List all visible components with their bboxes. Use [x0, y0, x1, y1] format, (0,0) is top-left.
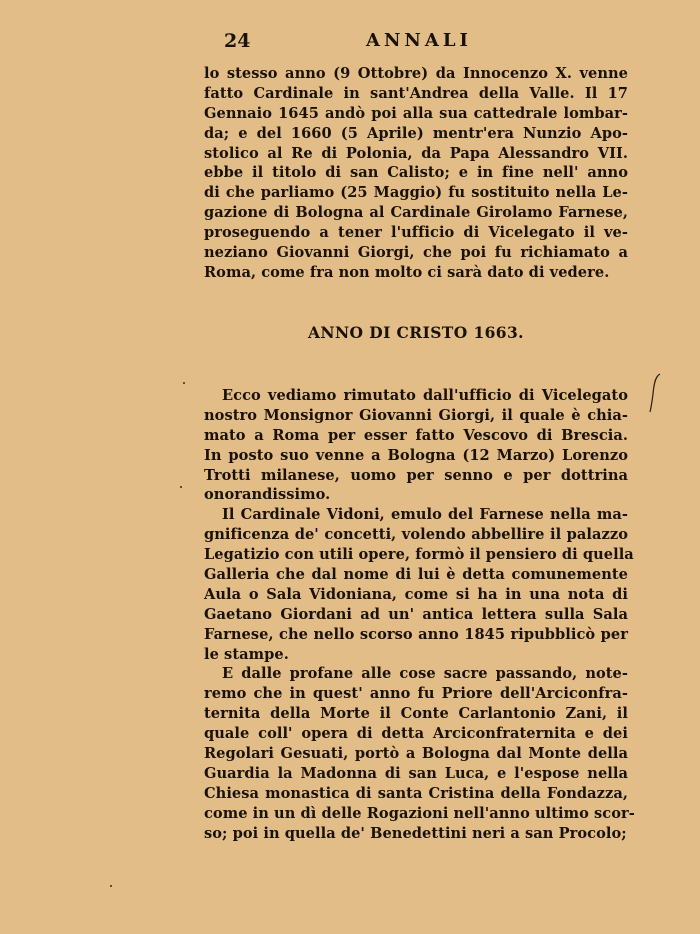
text-line: Il Cardinale Vidoni, emulo del Farnese nella ma-	[222, 506, 628, 524]
text-line: Galleria che dal nome di lui è detta comunemente	[204, 566, 628, 584]
speck-mark	[110, 885, 112, 887]
text-line: so; poi in quella de' Benedettini neri a san Procolo;	[204, 824, 627, 842]
margin-bracket-mark	[648, 372, 664, 414]
text-line: neziano Giovanni Giorgi, che poi fu richiamato a	[204, 244, 628, 262]
text-line: remo che in quest' anno fu Priore dell'Arciconfra-	[204, 685, 628, 703]
text-line: Roma, come fra non molto ci sarà dato di vedere.	[204, 263, 610, 281]
text-line: Aula o Sala Vidoniana, come si ha in una nota di	[204, 585, 628, 603]
text-line: Chiesa monastica di santa Cristina della Fondazza,	[204, 784, 628, 802]
text-line: Gaetano Giordani ad un' antica lettera sulla Sala	[204, 605, 628, 623]
page-number: 24	[224, 30, 251, 52]
text-line: nostro Monsignor Giovanni Giorgi, il quale è chia-	[204, 406, 628, 424]
text-line: ebbe il titolo di san Calisto; e in fine nell' anno	[204, 164, 628, 182]
text-line: gazione di Bologna al Cardinale Girolamo Farnese,	[204, 204, 628, 222]
text-line: onorandissimo.	[204, 486, 331, 504]
text-line: Farnese, che nello scorso anno 1845 ripubblicò per	[204, 625, 628, 643]
text-line: ternita della Morte il Conte Carlantonio Zani, il	[204, 705, 628, 723]
text-line: Regolari Gesuati, portò a Bologna dal Monte della	[204, 745, 628, 763]
text-line: Gennaio 1645 andò poi alla sua cattedrale lombar-	[204, 104, 628, 122]
text-line: stolico al Re di Polonia, da Papa Alessandro VII.	[204, 144, 628, 162]
page-header	[204, 30, 634, 56]
text-line: mato a Roma per esser fatto Vescovo di Brescia.	[204, 426, 628, 444]
text-line: Ecco vediamo rimutato dall'ufficio di Vicelegato	[222, 387, 628, 404]
text-line: proseguendo a tener l'ufficio di Vicelegato il ve-	[204, 224, 628, 242]
text-line: di che parliamo (25 Maggio) fu sostituito nella Le-	[204, 184, 628, 202]
text-line: Legatizio con utili opere, formò il pensiero di quella	[204, 546, 634, 564]
speck-mark	[183, 382, 185, 384]
section-body	[204, 386, 635, 843]
continued-paragraph	[204, 64, 628, 283]
text-line: fatto Cardinale in sant'Andrea della Valle. Il 17	[204, 84, 628, 102]
running-head: ANNALI	[366, 30, 472, 51]
text-line: Guardia la Madonna di san Luca, e l'espose nella	[204, 764, 628, 782]
text-line: gnificenza de' concetti, volendo abbellire il palazzo	[204, 526, 628, 544]
text-line: In posto suo venne a Bologna (12 Marzo) Lorenzo	[204, 446, 628, 464]
text-line: Trotti milanese, uomo per senno e per dottrina	[204, 466, 628, 484]
text-line: lo stesso anno (9 Ottobre) da Innocenzo X. venne	[204, 65, 628, 82]
text-line: quale coll' opera di detta Arciconfraternita e dei	[204, 725, 628, 743]
text-line: le stampe.	[204, 645, 289, 663]
text-line: come in un dì delle Rogazioni nell'anno ultimo scor-	[204, 804, 635, 822]
speck-mark	[180, 486, 182, 488]
text-line: da; e del 1660 (5 Aprile) mentr'era Nunzio Apo-	[204, 124, 628, 142]
section-heading: ANNO DI CRISTO 1663.	[308, 323, 524, 342]
text-line: E dalle profane alle cose sacre passando, note-	[222, 665, 628, 683]
